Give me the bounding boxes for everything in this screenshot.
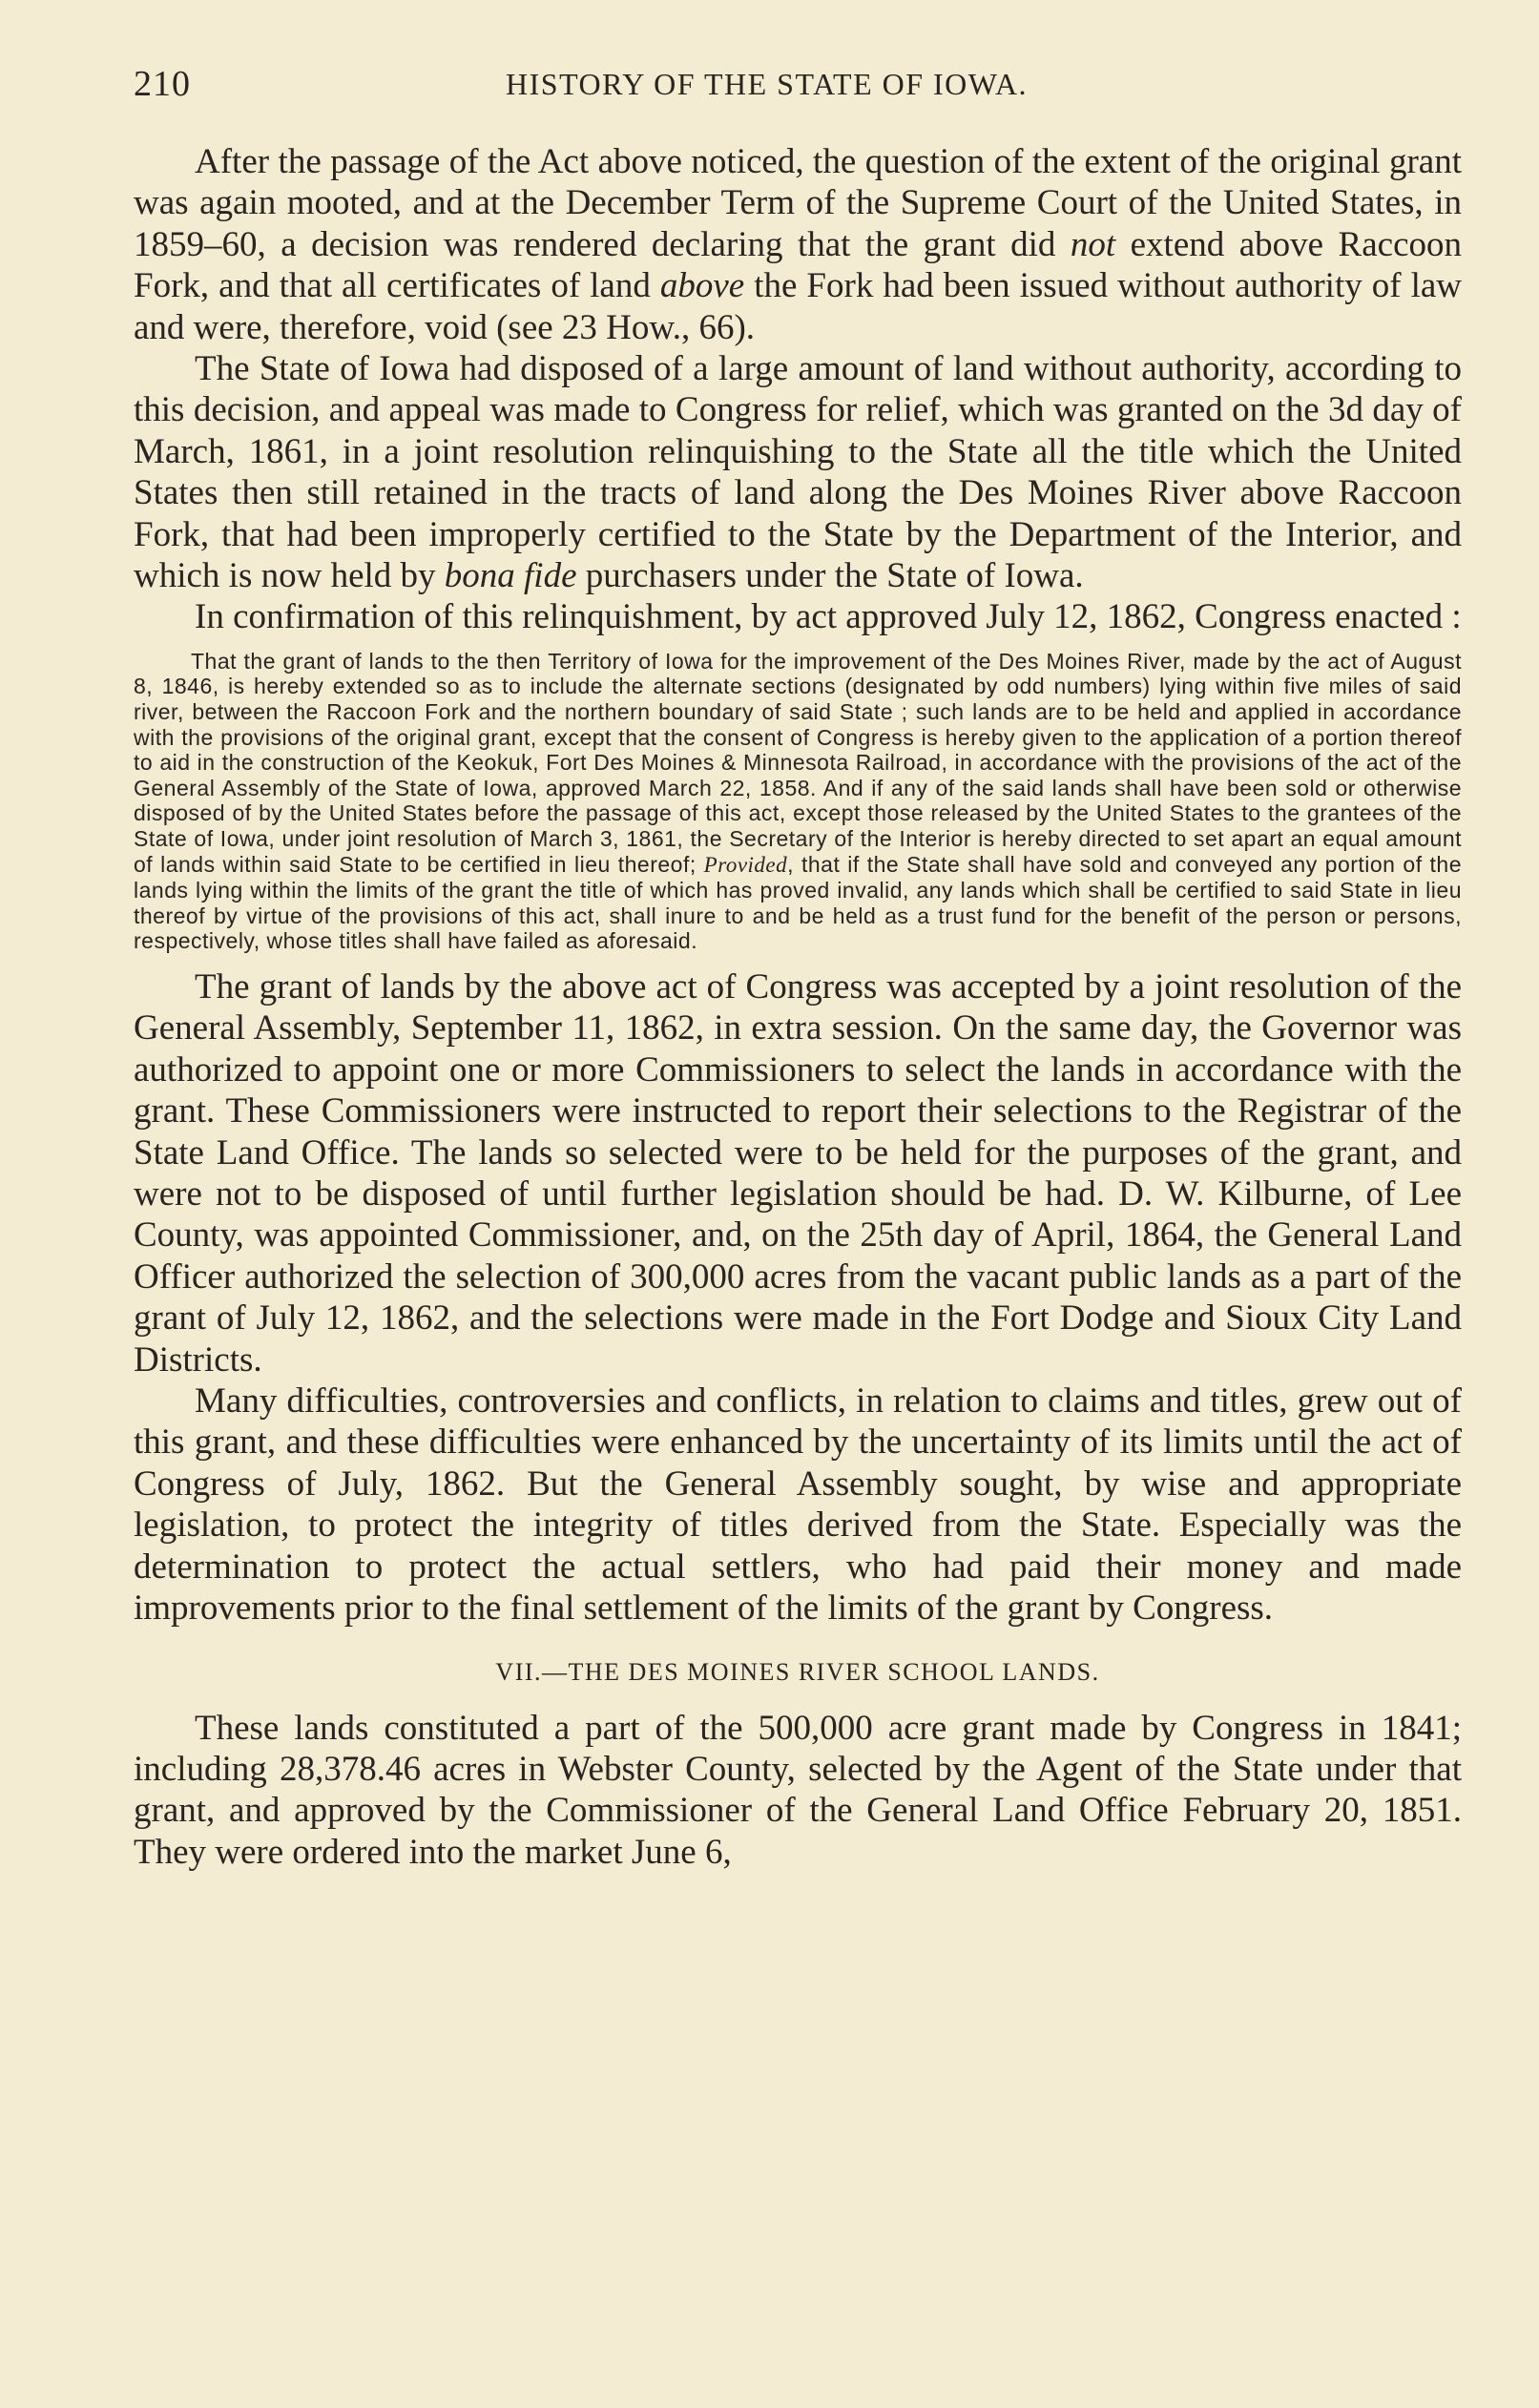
paragraph-1-italic-not: not [1070,224,1116,264]
paragraph-1-text-c: extend above Raccoon Fork, and that all certificates of land [134,224,1462,306]
paragraph-1-italic-above: above [659,266,745,306]
paragraph-2-italic: bona fide [444,556,577,596]
paragraph-1-text-e: the Fork had been issued without authority of law and were, therefore, void (see 23 How., 66). [134,266,1462,347]
paragraph-4: The grant of lands by the above act of Congress was accepted by a joint resolution of the General Assembly, September 11, 1862, in extra session. On the same day, the Governor was authorized to appoint one or more Commissioners to select the lands in accordance with the grant. These Commissioners were instructed to report their selections to the Registrar of the State Land Office. The lands so selected were to be held for the purposes of the grant, and were not to be disposed of until further legislation should be had. D. W. Kilburne, of Lee County, was appointed Commissioner, and, on the 25th day of April, 1864, the General Land Officer authorized the selection of 300,000 acres from the vacant public lands as a part of the grant of July 12, 1862, and the selections were made in the Fort Dodge and Sioux City Land Districts. [134,967,1462,1380]
paragraph-1 [134,141,1462,348]
section-title: VII.—THE DES MOINES RIVER SCHOOL LANDS. [495,1657,1100,1686]
running-title: HISTORY OF THE STATE OF IOWA. [506,67,1029,101]
paragraph-2-end: purchasers under the State of Iowa. [576,556,1084,596]
statute-quote [134,649,1462,954]
paragraph-6: These lands constituted a part of the 500,000 acre grant made by Congress in 1841; including 28,378.46 acres in Webster County, selected by the Agent of the State under that grant, and approved by the Commissioner of the General Land Office February 20, 1851. They were ordered into the market June 6, [134,1708,1462,1872]
statute-quote-text-a: That the grant of lands to the then Territory of Iowa for the improvement of the Des Moines River, made by the act of August 8, 1846, is hereby extended so as to include the alternate sections (designated by odd numbers) lying within five miles of said river, between the Raccoon Fork and the northern boundary of said State ; such lands are to be held and applied in accordance with the provisions of the original grant, except that the consent of Congress is hereby given to the application of a portion thereof to aid in the construction of the Keokuk, Fort Des Moines & Minnesota Railroad, in accordance with the provisions of the act of the General Assembly of the State of Iowa, approved March 22, 1858. And if any of the said lands shall have been sold or otherwise disposed of by the United States before the passage of this act, except those released by the United States to the grantees of the State of Iowa, under joint resolution of March 3, 1861, the Secretary of the Interior is hereby directed to set apart an equal amount of lands within said State to be certified in lieu thereof; [134,648,1462,877]
paragraph-5: Many difficulties, controversies and conflicts, in relation to claims and titles, grew out of this grant, and these difficulties were enhanced by the uncertainty of its limits until the act of Congress of July, 1862. But the General Assembly sought, by wise and appropriate legislation, to protect the integrity of titles derived from the State. Especially was the determination to protect the actual settlers, who had paid their money and made improvements prior to the final settlement of the limits of the grant by Congress. [134,1381,1462,1629]
paragraph-3: In confirmation of this relinquishment, by act approved July 12, 1862, Congress enacted : [195,597,1462,637]
page-number: 210 [134,64,191,104]
statute-quote-italic: Provided [703,852,788,877]
page-body [134,141,1462,1873]
paragraph-2-text: The State of Iowa had disposed of a large amount of land without authority, according to this decision, and appeal was made to Congress for relief, which was granted on the 3d day of March, 1861, in a joint resolution relinquishing to the State all the title which the United States then still retained in the tracts of land along the Des Moines River above Raccoon Fork, that had been improperly certified to the State by the Department of the Interior, and which is now held by [134,349,1462,596]
paragraph-2 [134,348,1462,596]
page-header [134,63,1469,111]
paragraph-1-text-a: After the passage of the Act above noticed, the question of the extent of the original grant was again mooted, and at the December Term of the Supreme Court of the United States, in 1859–60, a decision was rendered declaring that the grant did [134,142,1462,264]
statute-quote-text-b: , that if the State shall have sold and conveyed any portion of the lands lying within the limits of the grant the title of which has proved invalid, any lands which shall be certified to said State in lieu thereof by virtue of the provisions of this act, shall inure to and be held as a trust fund for the benefit of the person or persons, respectively, whose titles shall have failed as aforesaid. [134,851,1463,954]
